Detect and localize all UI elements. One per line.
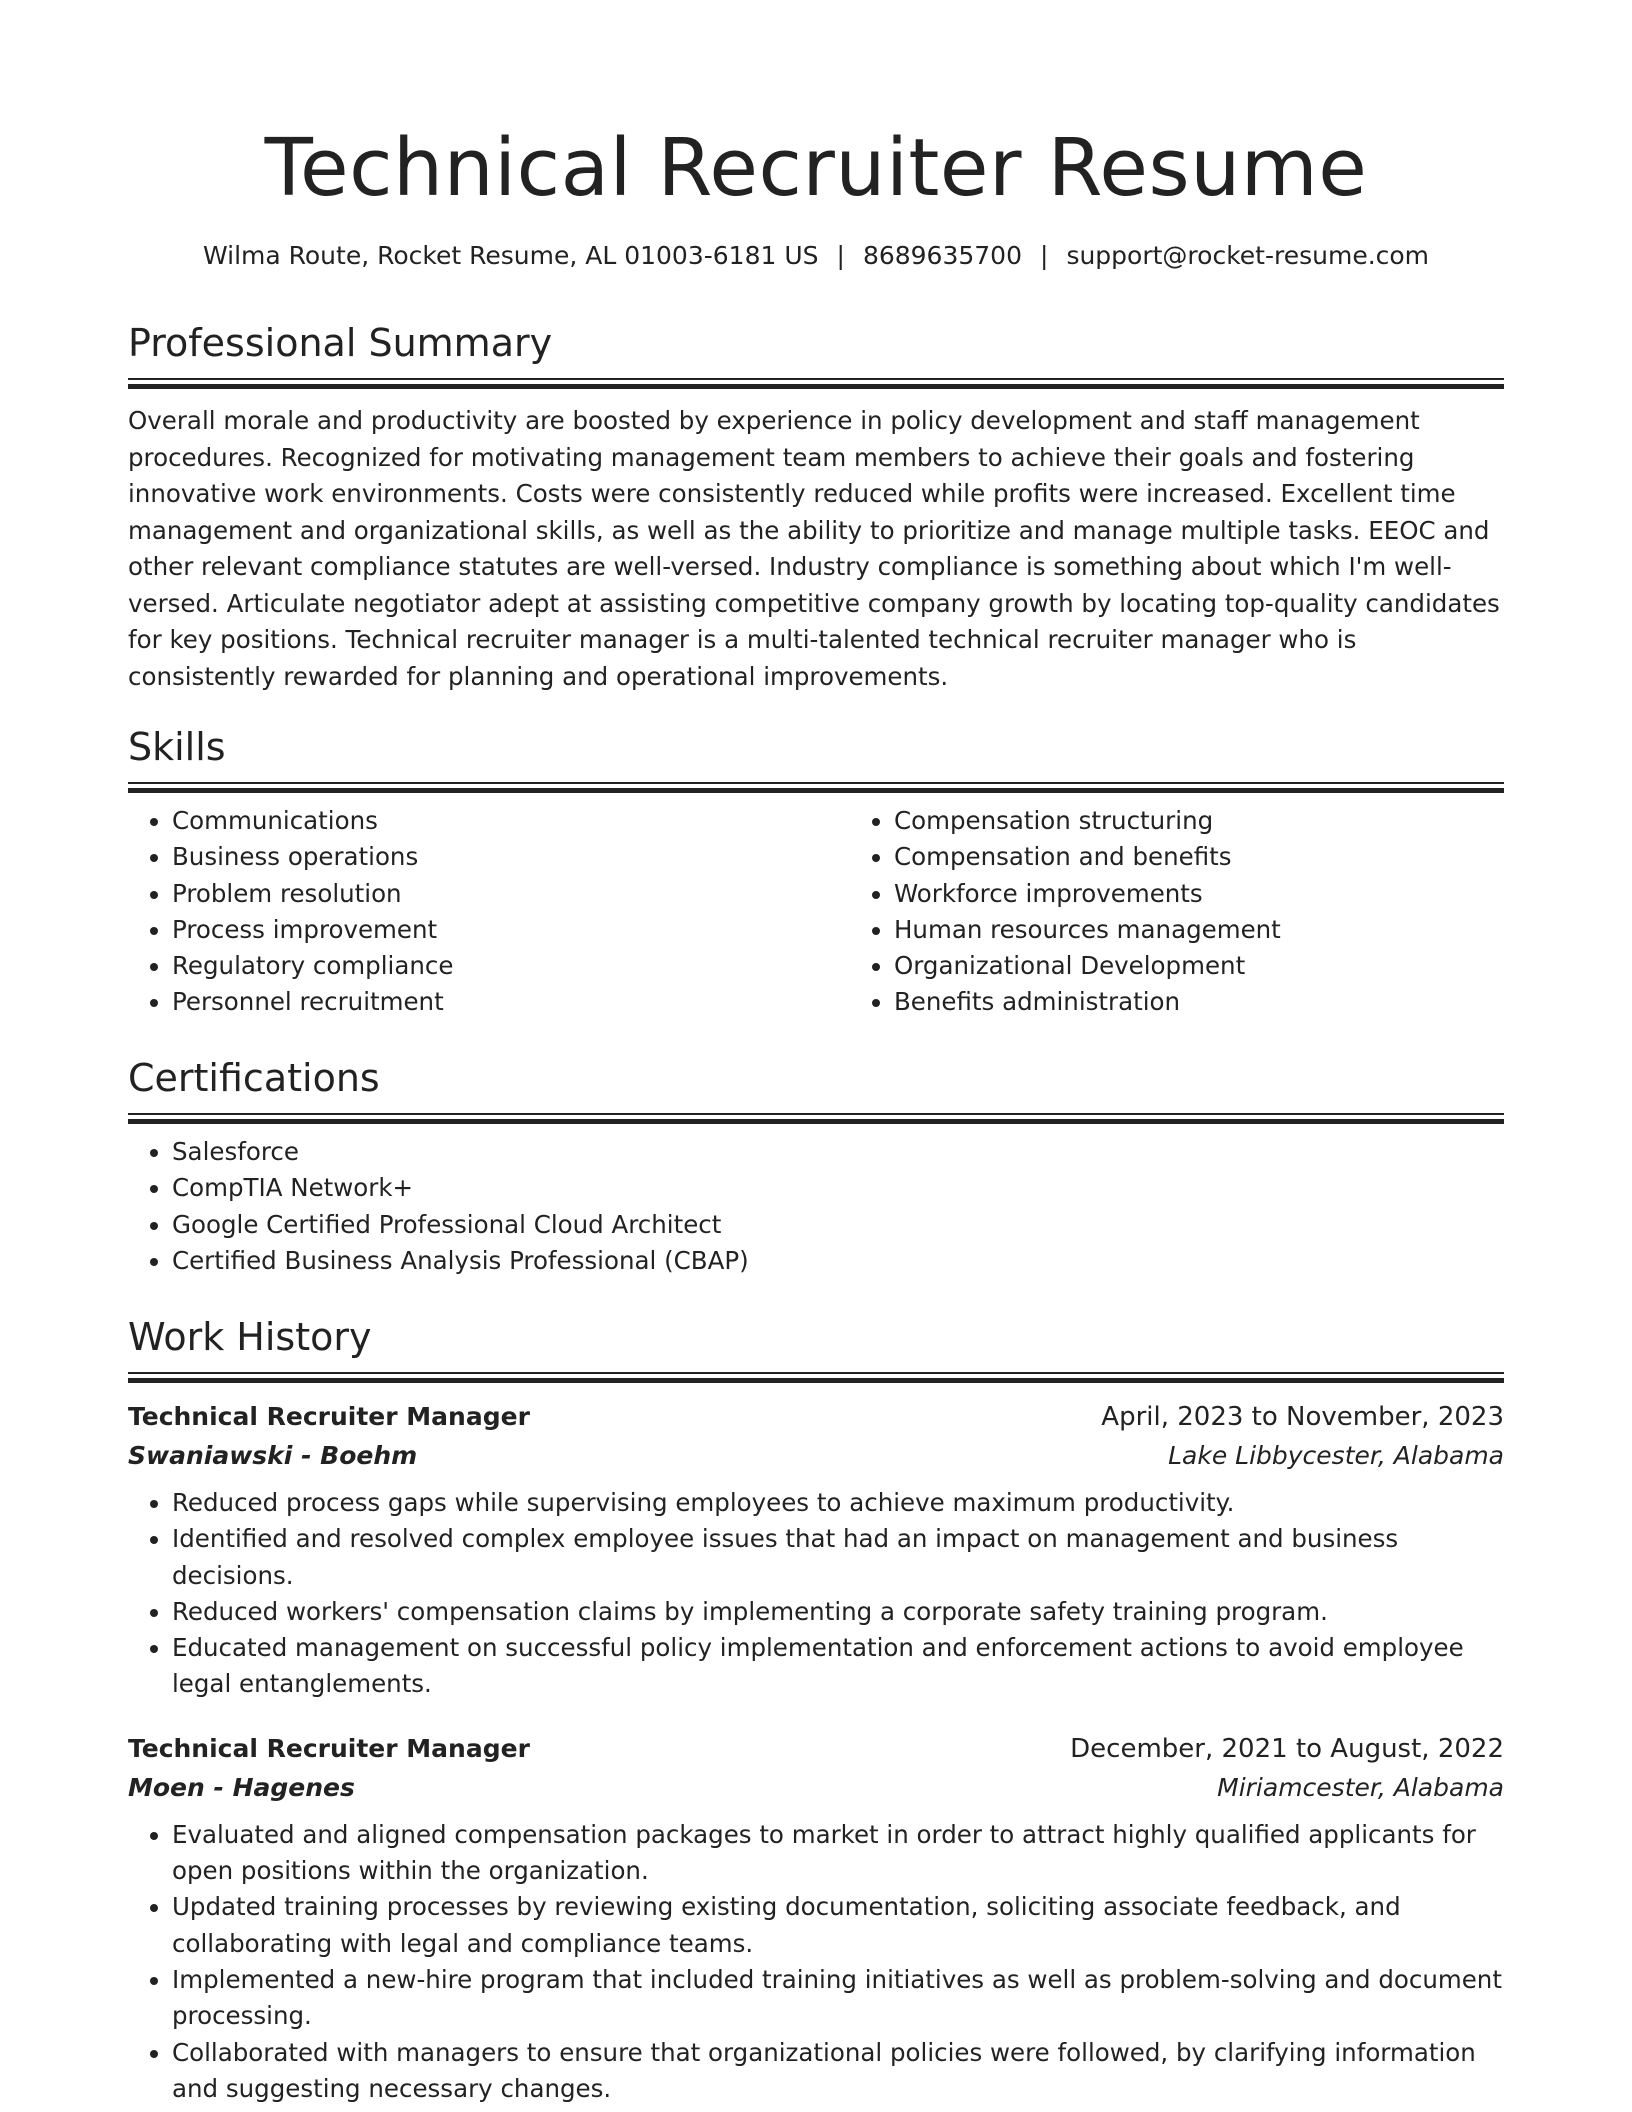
summary-text: Overall morale and productivity are boosted by experience in policy development and staff management procedures. Recognized for motivating management team members to achieve their goals and fostering innovative work environments. Costs were consistently reduced while profits were increased. Excellent time management and organizational skills, as well as the ability to prioritize and manage multiple tasks. EEOC and other relevant compliance statutes are well-versed. Industry compliance is something about which I'm well-versed. Articulate negotiator adept at assisting competitive company growth by locating top-quality candidates for key positions. Technical recruiter manager is a multi-talented technical recruiter manager who is consistently rewarded for planning and operational improvements. xyxy=(128,406,1500,691)
contact-separator: | xyxy=(1040,241,1049,270)
certification-item: • Salesforce xyxy=(172,1134,1504,1170)
section-divider xyxy=(128,782,1504,793)
resume-title: Technical Recruiter Resume xyxy=(264,122,1368,214)
contact-separator: | xyxy=(836,241,845,270)
work-history-section xyxy=(128,1312,1504,2107)
job-bullet: • Updated training processes by reviewing existing documentation, soliciting associate feedback, and collaborating with legal and compliance teams. xyxy=(172,1889,1504,1962)
job-entry xyxy=(128,1397,1504,1703)
contact-address: Wilma Route, Rocket Resume, AL 01003-6181 US xyxy=(202,241,819,270)
summary-section xyxy=(128,318,1504,695)
job-subheader-row xyxy=(128,1437,1504,1475)
section-divider xyxy=(128,1113,1504,1124)
skill-item: • Personnel recruitment xyxy=(172,984,850,1020)
certifications-heading: Certifications xyxy=(128,1056,380,1100)
certification-item: • Google Certified Professional Cloud Architect xyxy=(172,1207,1504,1243)
skills-columns xyxy=(128,793,1504,1021)
work-history-heading: Work History xyxy=(128,1315,372,1359)
job-bullets xyxy=(128,1485,1504,1703)
skill-item: • Regulatory compliance xyxy=(172,948,850,984)
job-bullet: • Evaluated and aligned compensation packages to market in order to attract highly qualified applicants for open positions within the organization. xyxy=(172,1817,1504,1890)
summary-heading: Professional Summary xyxy=(128,321,553,365)
job-header-row xyxy=(128,1397,1504,1437)
job-entry xyxy=(128,1729,1504,2107)
certifications-list xyxy=(128,1134,1504,1279)
skill-item: • Organizational Development xyxy=(894,948,1572,984)
contact-phone: 8689635700 xyxy=(862,241,1022,270)
job-location: Miriamcester, Alabama xyxy=(1217,1772,1504,1802)
skills-list-right xyxy=(850,803,1572,1021)
skill-item: • Human resources management xyxy=(894,912,1572,948)
job-bullet: • Reduced process gaps while supervising employees to achieve maximum productivity. xyxy=(172,1485,1504,1521)
job-title: Technical Recruiter Manager xyxy=(128,1402,530,1431)
job-bullet: • Educated management on successful policy implementation and enforcement actions to avoid employee legal entanglements. xyxy=(172,1630,1504,1703)
job-subheader-row xyxy=(128,1769,1504,1807)
job-bullet: • Collaborated with managers to ensure that organizational policies were followed, by clarifying information and suggesting necessary changes. xyxy=(172,2035,1504,2108)
skills-list-left xyxy=(128,803,850,1021)
skill-item: • Problem resolution xyxy=(172,876,850,912)
job-company: Moen - Hagenes xyxy=(128,1772,355,1802)
skills-section xyxy=(128,722,1504,1021)
certification-item: • CompTIA Network+ xyxy=(172,1170,1504,1206)
skills-heading: Skills xyxy=(128,725,226,769)
certifications-section xyxy=(128,1053,1504,1279)
certification-item: • Certified Business Analysis Professional (CBAP) xyxy=(172,1243,1504,1279)
job-dates: April, 2023 to November, 2023 xyxy=(1101,1402,1504,1432)
job-bullet: • Reduced workers' compensation claims by implementing a corporate safety training program. xyxy=(172,1594,1504,1630)
section-divider xyxy=(128,378,1504,389)
skill-item: • Compensation and benefits xyxy=(894,839,1572,875)
skill-item: • Compensation structuring xyxy=(894,803,1572,839)
contact-email: support@rocket-resume.com xyxy=(1066,241,1430,270)
contact-line xyxy=(128,238,1504,274)
skill-item: • Process improvement xyxy=(172,912,850,948)
skill-item: • Communications xyxy=(172,803,850,839)
skill-item: • Workforce improvements xyxy=(894,876,1572,912)
section-divider xyxy=(128,1372,1504,1383)
job-bullets xyxy=(128,1817,1504,2107)
job-bullet: • Implemented a new-hire program that included training initiatives as well as problem-solving and document processing. xyxy=(172,1962,1504,2035)
job-location: Lake Libbycester, Alabama xyxy=(1168,1441,1504,1470)
skill-item: • Business operations xyxy=(172,839,850,875)
job-company: Swaniawski - Boehm xyxy=(128,1441,418,1470)
job-bullet: • Identified and resolved complex employee issues that had an impact on management and business decisions. xyxy=(172,1521,1504,1594)
skill-item: • Benefits administration xyxy=(894,984,1572,1020)
job-header-row xyxy=(128,1729,1504,1769)
job-dates: December, 2021 to August, 2022 xyxy=(1070,1733,1504,1764)
job-title: Technical Recruiter Manager xyxy=(128,1733,530,1763)
